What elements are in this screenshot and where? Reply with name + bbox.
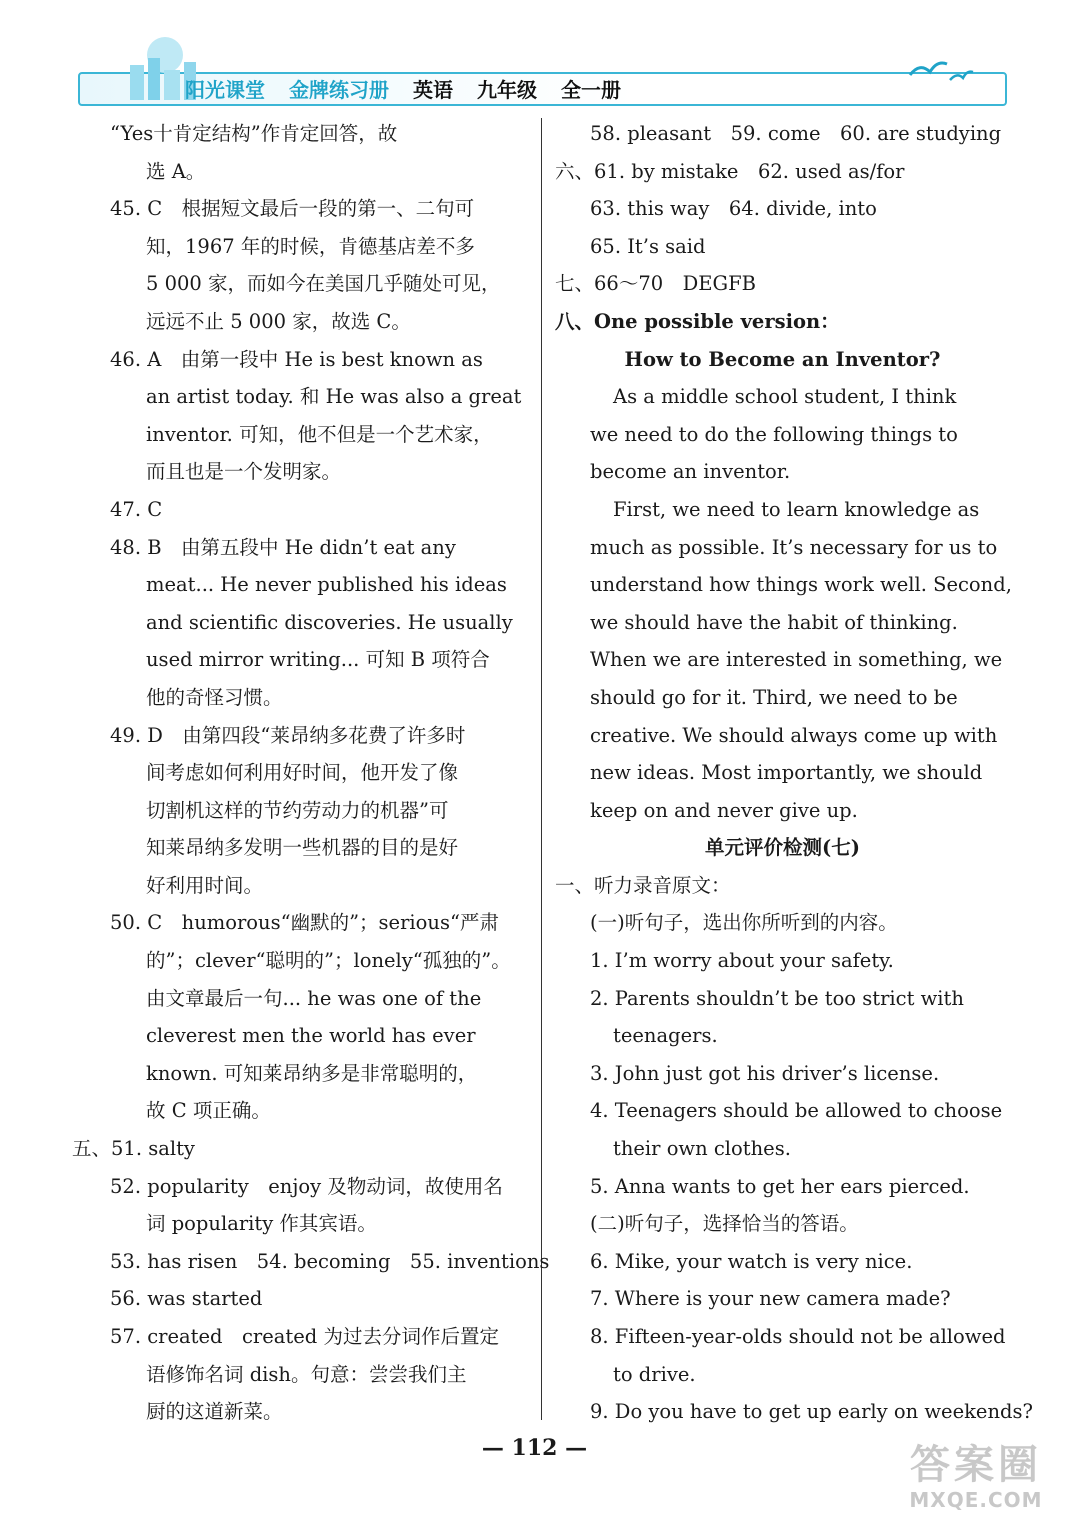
answer-line: 间考虑如何利用好时间，他开发了像 bbox=[146, 761, 459, 785]
answer-line: used mirror writing... 可知 B 项符合 bbox=[146, 648, 490, 672]
watermark-logo bbox=[901, 1442, 1051, 1522]
answer-line: understand how things work well. Second, bbox=[590, 573, 1012, 597]
grade: 九年级 bbox=[477, 77, 537, 102]
answer-line: How to Become an Inventor? bbox=[624, 347, 941, 371]
answer-line: to drive. bbox=[613, 1362, 696, 1386]
answer-line: their own clothes. bbox=[613, 1137, 791, 1161]
answer-line: 故 C 项正确。 bbox=[146, 1099, 271, 1123]
volume: 全一册 bbox=[561, 77, 621, 102]
birds-icon bbox=[905, 50, 975, 90]
header-title bbox=[185, 74, 621, 102]
answer-line: keep on and never give up. bbox=[590, 798, 858, 822]
answer-line: 5 000 家，而如今在美国几乎随处可见， bbox=[146, 272, 501, 296]
answer-line: (二)听句子，选择恰当的答语。 bbox=[590, 1212, 859, 1236]
answer-line: 选 A。 bbox=[146, 159, 206, 183]
answer-line: we need to do the following things to bbox=[590, 422, 958, 446]
answer-line: 1. I’m worry about your safety. bbox=[590, 949, 894, 973]
answer-line: 45. C 根据短文最后一段的第一、二句可 bbox=[110, 197, 475, 221]
answer-line: 单元评价检测(七) bbox=[705, 836, 860, 860]
page-header bbox=[70, 30, 1005, 110]
answer-line: 他的奇怪习惯。 bbox=[146, 685, 283, 709]
answer-line: 七、66～70 DEGFB bbox=[555, 272, 756, 296]
answer-line: 词 popularity 作其宾语。 bbox=[146, 1212, 377, 1236]
answer-line: 切割机这样的节约劳动力的机器”可 bbox=[146, 798, 449, 822]
answer-line: 厨的这道新菜。 bbox=[146, 1400, 283, 1424]
answer-line: cleverest men the world has ever bbox=[146, 1024, 476, 1048]
answer-line: 的”；clever“聪明的”；lonely“孤独的”。 bbox=[146, 949, 511, 973]
left-column bbox=[72, 115, 550, 1431]
answer-line: 5. Anna wants to get her ears pierced. bbox=[590, 1174, 970, 1198]
answer-line: 语修饰名词 dish。句意：尝尝我们主 bbox=[146, 1362, 467, 1386]
answer-line: an artist today. 和 He was also a great bbox=[146, 385, 522, 409]
answer-line: (一)听句子，选出你所听到的内容。 bbox=[590, 911, 898, 935]
answer-line: 知，1967 年的时候，肯德基店差不多 bbox=[146, 234, 475, 258]
answer-line: 63. this way 64. divide, into bbox=[590, 197, 877, 221]
answer-line: As a middle school student, I think bbox=[613, 385, 957, 409]
answer-line: we should have the habit of thinking. bbox=[590, 610, 958, 634]
answer-line: 八、One possible version： bbox=[555, 309, 840, 333]
answer-line: 65. It’s said bbox=[590, 234, 706, 258]
answer-line: 由文章最后一句... he was one of the bbox=[146, 986, 482, 1010]
answer-line: 知莱昂纳多发明一些机器的目的是好 bbox=[146, 836, 459, 860]
answer-line: much as possible. It’s necessary for us to bbox=[590, 535, 998, 559]
answer-line: 52. popularity enjoy 及物动词，故使用名 bbox=[110, 1174, 503, 1198]
watermark-line-1: 答案圈 bbox=[910, 1442, 1042, 1488]
answer-line: 远远不止 5 000 家，故选 C。 bbox=[146, 309, 411, 333]
answer-line: 8. Fifteen-year-olds should not be allowed bbox=[590, 1325, 1006, 1348]
answer-line: creative. We should always come up with bbox=[590, 723, 998, 747]
answer-line: 五、51. salty bbox=[72, 1137, 195, 1161]
answer-line: 9. Do you have to get up early on weekends? bbox=[590, 1400, 1033, 1424]
answer-line: inventor. 可知，他不但是一个艺术家， bbox=[146, 422, 493, 446]
column-divider bbox=[541, 118, 542, 1420]
answer-line: 2. Parents shouldn’t be too strict with bbox=[590, 986, 964, 1010]
series-subtitle: 金牌练习册 bbox=[289, 77, 389, 102]
answer-line: new ideas. Most importantly, we should bbox=[590, 761, 983, 785]
subject: 英语 bbox=[413, 77, 453, 102]
answer-line: 50. C humorous“幽默的”；serious“严肃 bbox=[110, 911, 499, 935]
answer-line: 58. pleasant 59. come 60. are studying bbox=[590, 122, 1002, 145]
answer-line: 而且也是一个发明家。 bbox=[146, 460, 342, 484]
answer-line: 一、听力录音原文： bbox=[555, 873, 731, 897]
answer-line: known. 可知莱昂纳多是非常聪明的， bbox=[146, 1061, 478, 1085]
answer-line: 46. A 由第一段中 He is best known as bbox=[110, 347, 483, 371]
watermark-line-2: MXQE.COM bbox=[909, 1488, 1043, 1512]
answer-line: and scientific discoveries. He usually bbox=[146, 610, 513, 634]
answer-line: 4. Teenagers should be allowed to choose bbox=[590, 1099, 1003, 1123]
answer-line: 六、61. by mistake 62. used as/for bbox=[555, 159, 905, 183]
answer-line: “Yes十肯定结构”作肯定回答，故 bbox=[110, 122, 398, 145]
answer-line: become an inventor. bbox=[590, 460, 791, 484]
answer-line: teenagers. bbox=[613, 1024, 718, 1048]
answer-line: 57. created created 为过去分词作后置定 bbox=[110, 1325, 499, 1348]
answer-line: meat... He never published his ideas bbox=[146, 573, 507, 597]
answer-line: 3. John just got his driver’s license. bbox=[590, 1061, 940, 1085]
answer-line: 48. B 由第五段中 He didn’t eat any bbox=[110, 535, 456, 559]
series-name: 阳光课堂 bbox=[185, 77, 265, 102]
answer-line: 49. D 由第四段“莱昂纳多花费了许多时 bbox=[110, 723, 466, 747]
answer-line: When we are interested in something, we bbox=[590, 648, 1003, 672]
right-column bbox=[555, 115, 1033, 1431]
answer-line: 6. Mike, your watch is very nice. bbox=[590, 1249, 913, 1273]
answer-line: 7. Where is your new camera made? bbox=[590, 1287, 951, 1311]
answer-line: should go for it. Third, we need to be bbox=[590, 685, 958, 709]
answer-line: 56. was started bbox=[110, 1287, 263, 1311]
page-number: — 112 — bbox=[481, 1435, 588, 1461]
answer-line: 好利用时间。 bbox=[146, 873, 264, 897]
answer-line: First, we need to learn knowledge as bbox=[613, 497, 980, 521]
answer-line: 47. C bbox=[110, 497, 163, 521]
answer-line: 53. has risen 54. becoming 55. inventions bbox=[110, 1249, 550, 1273]
